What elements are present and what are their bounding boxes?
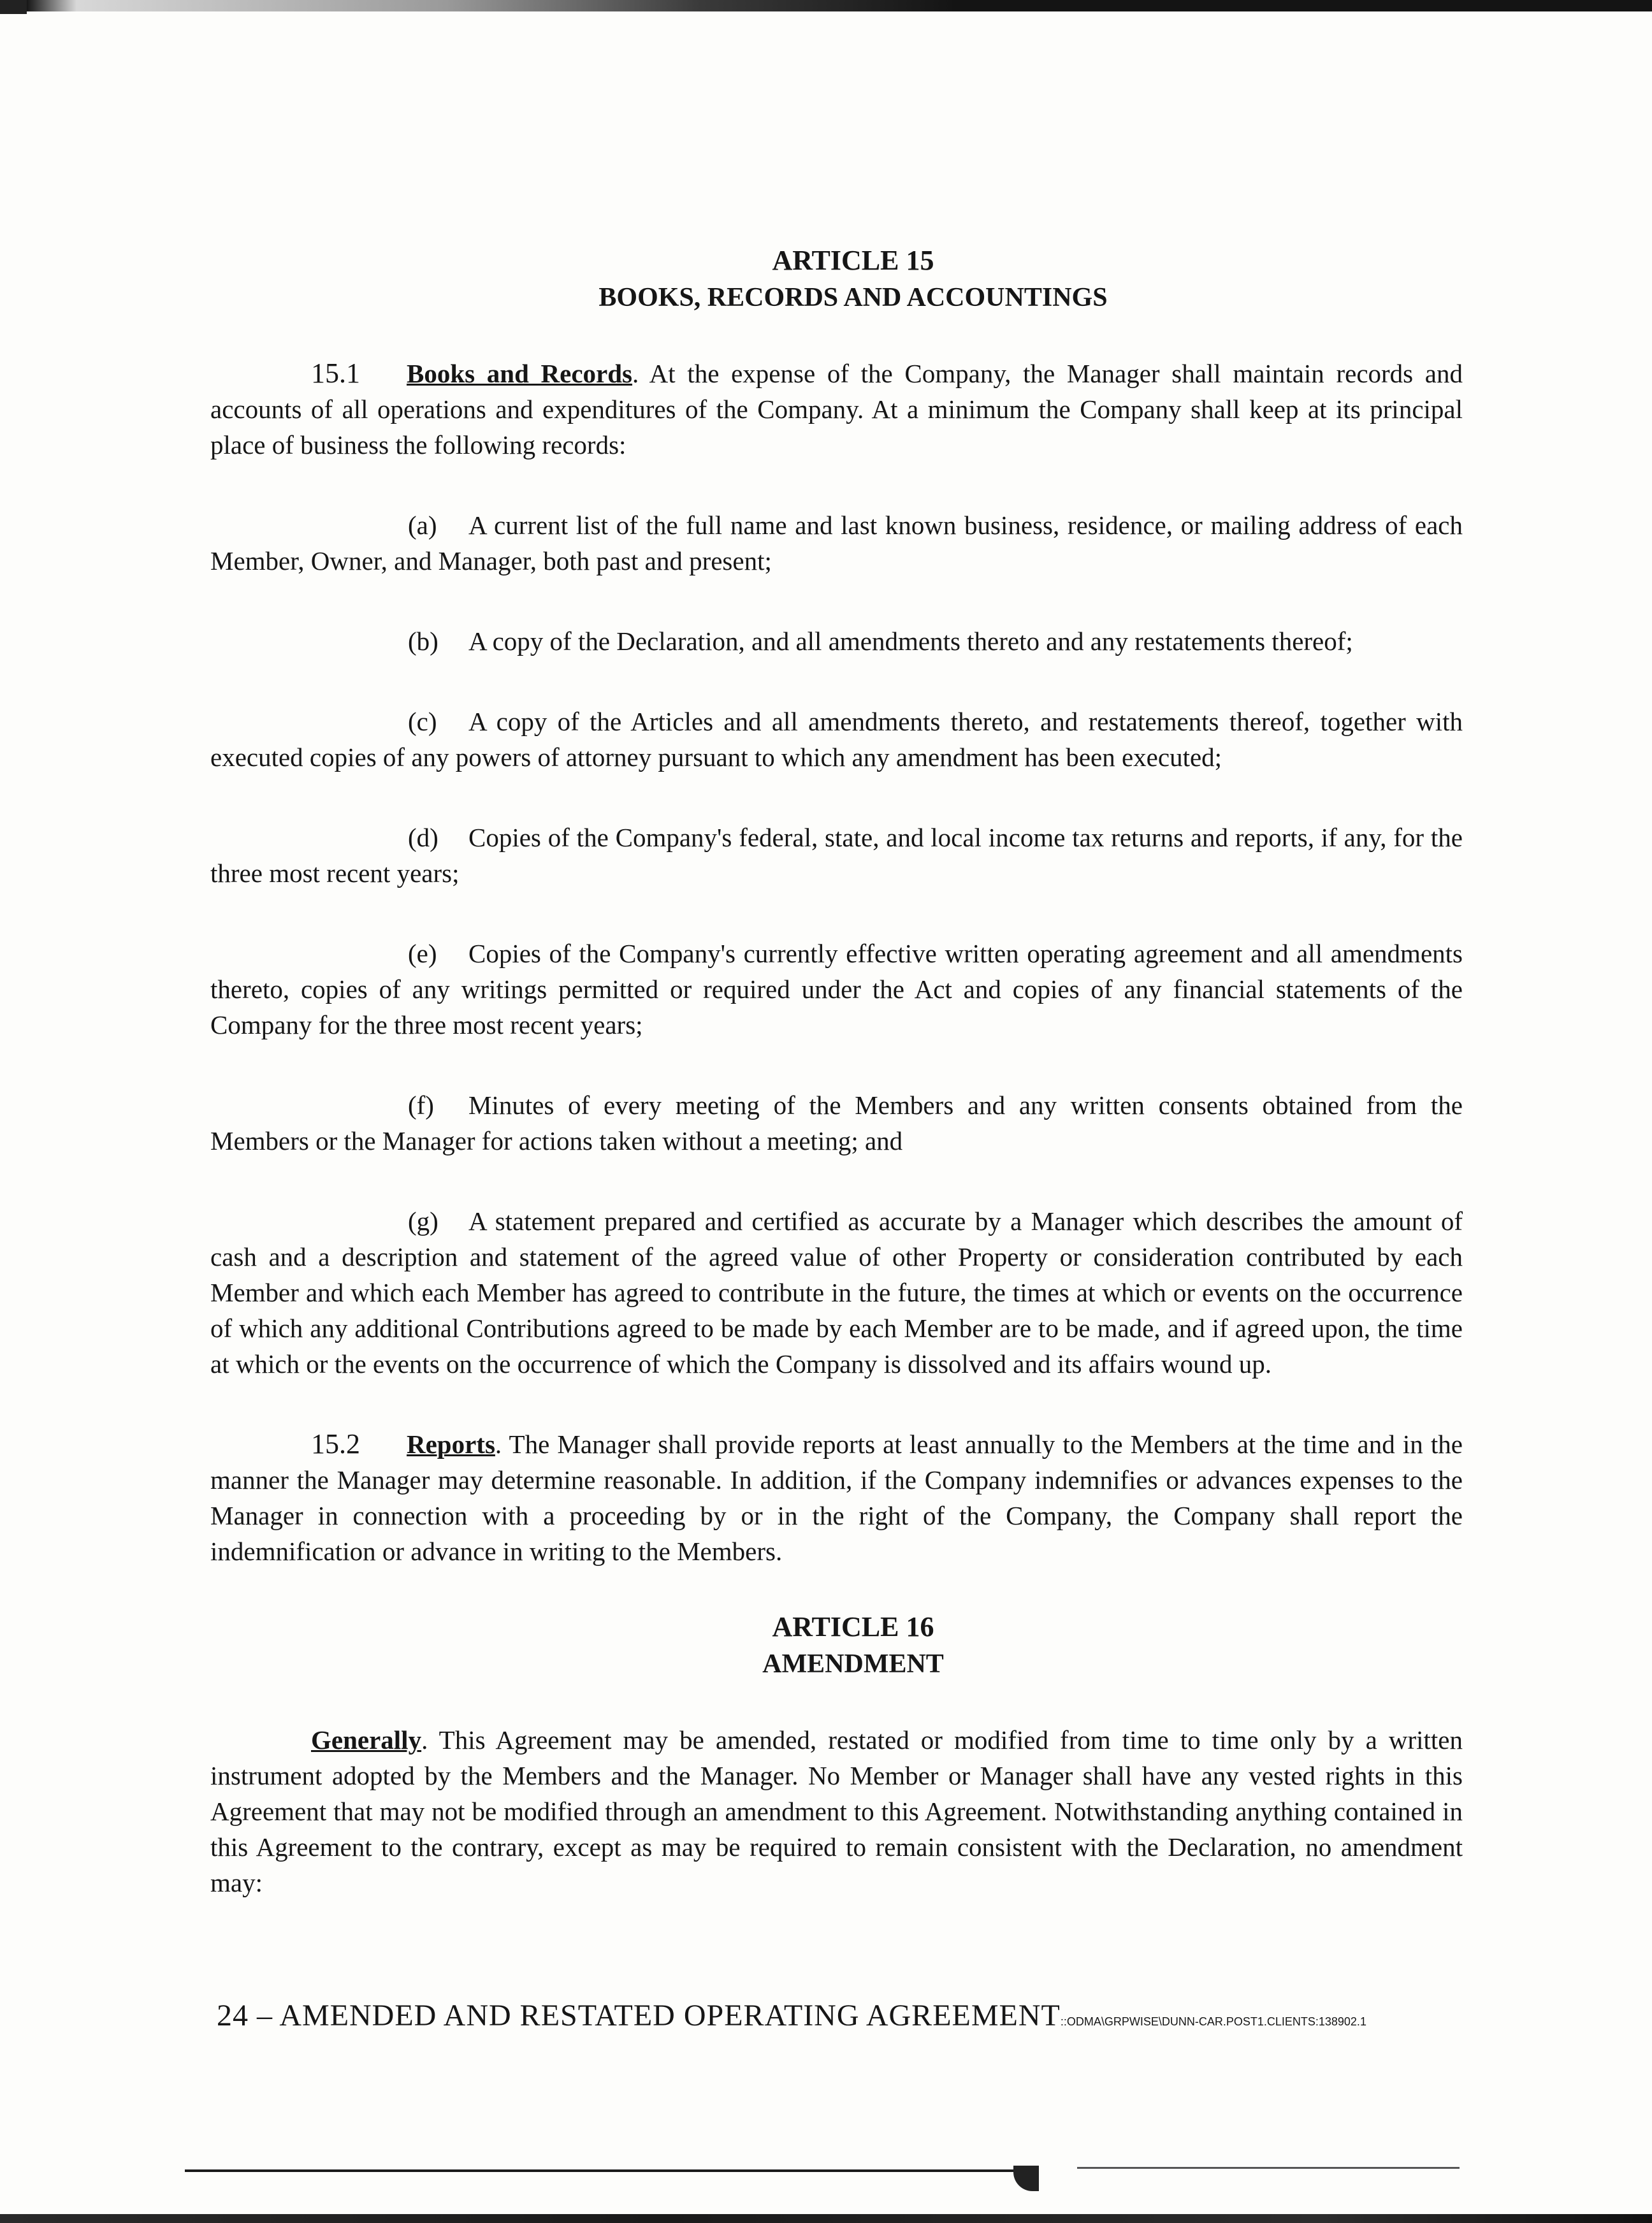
scan-curl-mark — [1013, 2166, 1039, 2191]
article-16-heading — [243, 1609, 1463, 1683]
footer-rule-right — [1077, 2167, 1460, 2169]
record-item-f-text: Minutes of every meeting of the Members and any written consents obtained from the Members or the Manager for actions taken without a meeting; and — [210, 1090, 1463, 1155]
footer-rule-left — [185, 2169, 1032, 2172]
record-item-d-text: Copies of the Company's federal, state, and local income tax returns and reports, if any, for the three most recent years; — [210, 823, 1463, 888]
record-item-f — [210, 1087, 1463, 1159]
footer-document-code: ::ODMA\GRPWISE\DUNN-CAR.POST1.CLIENTS:138902.1 — [1060, 2015, 1366, 2028]
section-15-2-heading: Reports — [407, 1430, 495, 1459]
record-item-c — [210, 704, 1463, 775]
record-item-g — [210, 1203, 1463, 1382]
record-item-a-label: (a) — [408, 510, 437, 540]
document-page — [210, 242, 1463, 1901]
section-16-generally — [210, 1722, 1463, 1901]
record-item-c-label: (c) — [408, 707, 437, 736]
article-16-title: ARTICLE 16 — [772, 1611, 934, 1642]
record-item-d-label: (d) — [408, 823, 438, 852]
section-15-1-heading: Books and Records — [407, 359, 633, 388]
record-item-b-label: (b) — [408, 626, 438, 656]
record-item-f-label: (f) — [408, 1090, 434, 1120]
section-15-1-text: . At the expense of the Company, the Manager shall maintain records and accounts of all operations and expenditures of the Company. At a minimum the Company shall keep at its principal place of business the following records: — [210, 359, 1463, 460]
article-15-title: ARTICLE 15 — [772, 245, 934, 276]
article-15-subtitle: BOOKS, RECORDS AND ACCOUNTINGS — [598, 283, 1108, 312]
section-15-2-number: 15.2 — [311, 1428, 360, 1459]
section-15-1 — [210, 356, 1463, 463]
record-item-c-text: A copy of the Articles and all amendments thereto, and restatements thereof, together with executed copies of any powers of attorney pursuant to which any amendment has been executed; — [210, 707, 1463, 772]
section-15-1-number: 15.1 — [311, 358, 360, 389]
record-item-g-label: (g) — [408, 1206, 438, 1236]
record-item-e-label: (e) — [408, 939, 437, 968]
page-footer — [217, 1998, 1523, 2033]
scan-top-edge — [0, 0, 1652, 11]
record-item-a-text: A current list of the full name and last known business, residence, or mailing address of each Member, Owner, and Manager, both past and present; — [210, 510, 1463, 576]
section-15-2-text: . The Manager shall provide reports at least annually to the Members at the time and in the manner the Manager may determine reasonable. In addition, if the Company indemnifies or advances expenses to the Manager in connection with a proceeding by or in the right of the Company, the Company shall report the indemnification or advance in writing to the Members. — [210, 1430, 1463, 1566]
section-15-2 — [210, 1426, 1463, 1569]
article-15-heading — [243, 242, 1463, 316]
article-16-subtitle: AMENDMENT — [762, 1649, 944, 1679]
record-item-a — [210, 507, 1463, 579]
scan-bottom-edge — [0, 2214, 1652, 2223]
record-item-g-text: A statement prepared and certified as accurate by a Manager which describes the amount of cash and a description and statement of the agreed value of other Property or consideration contributed by each Member and which each Member has agreed to contribute in the future, the times at which or events on the occurrence of which any additional Contributions agreed to be made by each Member are to be made, and if agreed upon, the time at which or the events on the occurrence of which the Company is dissolved and its affairs wound up. — [210, 1206, 1463, 1379]
record-item-b-text: A copy of the Declaration, and all amendments thereto and any restatements thereof; — [468, 626, 1353, 656]
record-item-d — [210, 820, 1463, 891]
footer-page-title: 24 – AMENDED AND RESTATED OPERATING AGREEMENT — [217, 1999, 1061, 2032]
record-item-b — [210, 623, 1463, 659]
record-item-e-text: Copies of the Company's currently effective written operating agreement and all amendments thereto, copies of any writings permitted or required under the Act and copies of any financial statements of the Company for the three most recent years; — [210, 939, 1463, 1039]
record-item-e — [210, 936, 1463, 1043]
section-16-generally-heading: Generally — [311, 1725, 422, 1755]
section-16-generally-text: . This Agreement may be amended, restated or modified from time to time only by a written instrument adopted by the Members and the Manager. No Member or Manager shall have any vested rights in this Agreement that may not be modified through an amendment to this Agreement. Notwithstanding anything contained in this Agreement to the contrary, except as may be required to remain consistent with the Declaration, no amendment may: — [210, 1725, 1463, 1897]
scan-left-mark — [0, 0, 27, 14]
